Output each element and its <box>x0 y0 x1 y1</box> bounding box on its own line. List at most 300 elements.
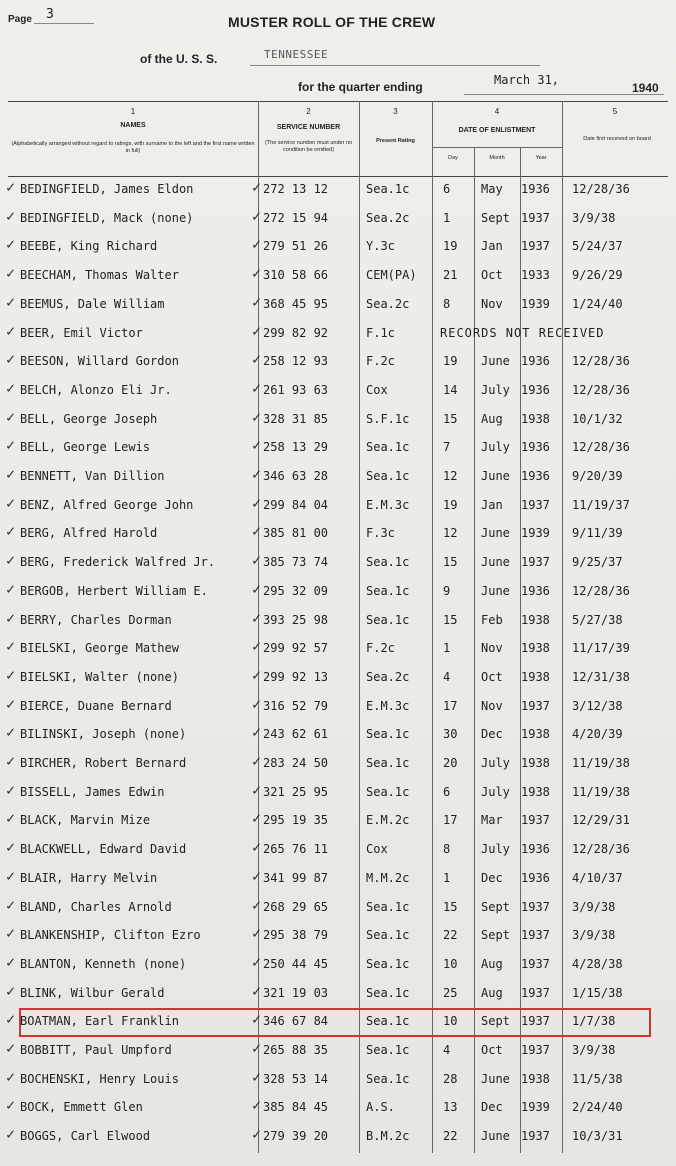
enlist-day: 28 <box>443 1071 458 1086</box>
table-row <box>0 377 676 406</box>
enlist-year: 1937 <box>521 1129 550 1144</box>
crew-name: BOATMAN, Earl Franklin <box>20 1014 179 1029</box>
enlist-year: 1938 <box>521 411 550 426</box>
enlist-year: 1937 <box>521 239 550 254</box>
enlist-month: Feb <box>481 612 503 627</box>
check-mark-icon: ✓ <box>6 924 16 943</box>
enlist-year: 1937 <box>521 1043 550 1057</box>
check-mark-icon: ✓ <box>6 838 16 857</box>
enlist-day: 9 <box>443 583 451 598</box>
enlist-month: June <box>481 1071 510 1086</box>
table-row <box>0 980 676 1009</box>
records-note: RECORDS NOT RECEIVED <box>440 325 605 340</box>
enlist-month: July <box>481 440 510 455</box>
enlist-day: 12 <box>443 526 458 541</box>
date-received: 12/31/38 <box>572 669 630 684</box>
crew-name: BOBBITT, Paul Umpford <box>20 1043 172 1057</box>
enlist-month: Mar <box>481 813 503 828</box>
present-rating: Sea.1c <box>366 956 410 971</box>
service-number: 346 67 84 <box>263 1014 329 1029</box>
table-row <box>0 750 676 779</box>
enlist-day: 4 <box>443 669 451 684</box>
service-number: 346 63 28 <box>263 469 329 483</box>
check-mark-icon: ✓ <box>6 981 16 1000</box>
present-rating: E.M.3c <box>366 698 410 713</box>
enlist-day: 1 <box>443 210 451 225</box>
table-row <box>0 635 676 664</box>
crew-name: BERG, Alfred Harold <box>20 526 158 541</box>
enlist-year: 1937 <box>521 928 550 943</box>
check-mark-icon: ✓ <box>252 493 262 512</box>
check-mark-icon: ✓ <box>252 694 262 713</box>
enlist-year: 1937 <box>521 497 550 512</box>
service-number: 328 53 14 <box>263 1071 329 1086</box>
present-rating: Sea.2c <box>366 296 410 311</box>
present-rating: Y.3c <box>366 239 395 254</box>
quarter-date: March 31, <box>494 73 560 87</box>
crew-name: BENZ, Alfred George John <box>20 497 194 512</box>
crew-name: BLACK, Marvin Mize <box>20 813 151 828</box>
enlist-year: 1939 <box>521 1100 550 1115</box>
enlist-day: 17 <box>443 698 458 713</box>
date-received: 12/29/31 <box>572 813 630 828</box>
of-uss-label: of the U. S. S. <box>140 52 218 66</box>
service-number: 299 92 13 <box>263 669 329 684</box>
check-mark-icon: ✓ <box>252 321 262 340</box>
enlist-year: 1936 <box>521 182 550 196</box>
service-number: 250 44 45 <box>263 956 329 971</box>
present-rating: Sea.1c <box>366 182 410 196</box>
present-rating: Sea.1c <box>366 756 410 770</box>
date-received: 4/10/37 <box>572 870 623 885</box>
check-mark-icon: ✓ <box>6 292 16 311</box>
col1-number: 1 <box>130 107 136 116</box>
enlist-month: Jan <box>481 497 503 512</box>
check-mark-icon: ✓ <box>252 264 262 283</box>
check-mark-icon: ✓ <box>6 264 16 283</box>
check-mark-icon: ✓ <box>252 407 262 426</box>
crew-name: BEDINGFIELD, James Eldon <box>20 182 194 196</box>
table-row <box>0 291 676 320</box>
enlist-day: 1 <box>443 641 451 656</box>
table-row <box>0 807 676 836</box>
present-rating: Sea.1c <box>366 899 410 914</box>
enlist-year: 1938 <box>521 727 550 742</box>
service-number: 385 73 74 <box>263 555 329 570</box>
service-number: 272 13 12 <box>263 182 329 196</box>
service-number: 299 84 04 <box>263 497 329 512</box>
crew-name: BELL, George Joseph <box>20 411 158 426</box>
enlist-year: 1938 <box>521 784 550 799</box>
crew-name: BLAND, Charles Arnold <box>20 899 172 914</box>
quarter-underline <box>464 94 664 95</box>
check-mark-icon: ✓ <box>252 235 262 254</box>
present-rating: Sea.1c <box>366 440 410 455</box>
table-row <box>0 262 676 291</box>
present-rating: F.2c <box>366 354 395 369</box>
crew-name: BENNETT, Van Dillion <box>20 469 165 483</box>
service-number: 341 99 87 <box>263 870 329 885</box>
check-mark-icon: ✓ <box>252 378 262 397</box>
crew-name: BOGGS, Carl Elwood <box>20 1129 151 1144</box>
check-mark-icon: ✓ <box>252 752 262 770</box>
check-mark-icon: ✓ <box>6 637 16 656</box>
enlist-day: 1 <box>443 870 451 885</box>
crew-name: BOCHENSKI, Henry Louis <box>20 1071 179 1086</box>
check-mark-icon: ✓ <box>252 350 262 369</box>
enlist-day: 19 <box>443 354 458 369</box>
document-title: MUSTER ROLL OF THE CREW <box>228 14 436 30</box>
check-mark-icon: ✓ <box>252 465 262 483</box>
col-service-note: (The service number must under no condition be omitted) <box>264 140 353 153</box>
service-number: 310 58 66 <box>263 268 329 283</box>
enlist-month: Sept <box>481 210 510 225</box>
date-received: 12/28/36 <box>572 583 630 598</box>
crew-name: BIERCE, Duane Bernard <box>20 698 172 713</box>
enlist-day: 10 <box>443 956 458 971</box>
date-received: 3/9/38 <box>572 1043 616 1057</box>
check-mark-icon: ✓ <box>6 895 16 914</box>
table-row <box>0 549 676 578</box>
present-rating: Sea.2c <box>366 669 410 684</box>
crew-name: BOCK, Emmett Glen <box>20 1100 143 1115</box>
present-rating: M.M.2c <box>366 870 410 885</box>
table-row <box>0 836 676 865</box>
service-number: 272 15 94 <box>263 210 329 225</box>
enlist-month: Dec <box>481 727 503 742</box>
enlist-year: 1937 <box>521 210 550 225</box>
date-received: 9/26/29 <box>572 268 623 283</box>
enlist-year: 1939 <box>521 526 550 541</box>
enlist-month: June <box>481 555 510 570</box>
check-mark-icon: ✓ <box>252 436 262 455</box>
enlist-month: Aug <box>481 985 503 1000</box>
table-row <box>0 693 676 722</box>
enlist-month: Oct <box>481 1043 503 1057</box>
enlist-year: 1937 <box>521 555 550 570</box>
check-mark-icon: ✓ <box>252 866 262 885</box>
enlist-day: 25 <box>443 985 458 1000</box>
check-mark-icon: ✓ <box>252 292 262 311</box>
enlist-month: Jan <box>481 239 503 254</box>
enlist-day: 6 <box>443 784 451 799</box>
crew-name: BIELSKI, Walter (none) <box>20 669 179 684</box>
check-mark-icon: ✓ <box>252 895 262 914</box>
col-rating-header: Present Rating <box>376 138 415 144</box>
crew-name: BERRY, Charles Dorman <box>20 612 172 627</box>
date-received: 4/28/38 <box>572 956 623 971</box>
date-received: 1/24/40 <box>572 296 623 311</box>
crew-name: BEDINGFIELD, Mack (none) <box>20 210 194 225</box>
table-row <box>0 1037 676 1066</box>
crew-name: BIELSKI, George Mathew <box>20 641 179 656</box>
date-received: 10/3/31 <box>572 1129 623 1144</box>
check-mark-icon: ✓ <box>252 1125 262 1144</box>
ship-name: TENNESSEE <box>264 48 329 61</box>
page-label: Page <box>8 14 32 25</box>
check-mark-icon: ✓ <box>252 981 262 1000</box>
date-received: 12/28/36 <box>572 440 630 455</box>
enlist-month: May <box>481 182 503 196</box>
service-number: 316 52 79 <box>263 698 329 713</box>
enlist-month: July <box>481 756 510 770</box>
enlist-month: Aug <box>481 956 503 971</box>
highlight-box <box>19 1008 651 1037</box>
enlist-year: 1938 <box>521 756 550 770</box>
date-received: 1/7/38 <box>572 1014 616 1029</box>
enlist-year: 1936 <box>521 870 550 885</box>
check-mark-icon: ✓ <box>6 206 16 225</box>
enlist-month: Sept <box>481 1014 510 1029</box>
service-number: 321 19 03 <box>263 985 329 1000</box>
date-received: 3/12/38 <box>572 698 623 713</box>
enlist-year: 1937 <box>521 1014 550 1029</box>
service-number: 299 82 92 <box>263 325 329 340</box>
present-rating: Sea.1c <box>366 784 410 799</box>
col-names-note: (Alphabetically arranged without regard to ratings, with surname to the left and the first name written in full) <box>11 141 255 154</box>
check-mark-icon: ✓ <box>6 321 16 340</box>
check-mark-icon: ✓ <box>6 350 16 369</box>
enlist-month: June <box>481 1129 510 1144</box>
check-mark-icon: ✓ <box>6 752 16 770</box>
crew-name: BEEMUS, Dale William <box>20 296 165 311</box>
table-row <box>0 664 676 693</box>
check-mark-icon: ✓ <box>252 1096 262 1115</box>
check-mark-icon: ✓ <box>6 493 16 512</box>
table-row <box>0 434 676 463</box>
col4-number: 4 <box>494 107 500 116</box>
check-mark-icon: ✓ <box>6 579 16 598</box>
check-mark-icon: ✓ <box>6 809 16 828</box>
present-rating: Sea.1c <box>366 985 410 1000</box>
enlist-month: Sept <box>481 928 510 943</box>
service-number: 385 81 00 <box>263 526 329 541</box>
service-number: 295 32 09 <box>263 583 329 598</box>
enlist-day: 15 <box>443 411 458 426</box>
date-received: 12/28/36 <box>572 354 630 369</box>
page-underline <box>34 23 94 24</box>
service-number: 368 45 95 <box>263 296 329 311</box>
present-rating: B.M.2c <box>366 1129 410 1144</box>
enlist-month: Dec <box>481 1100 503 1115</box>
crew-name: BERG, Frederick Walfred Jr. <box>20 555 216 570</box>
date-received: 12/28/36 <box>572 382 630 397</box>
table-row <box>0 721 676 750</box>
service-number: 393 25 98 <box>263 612 329 627</box>
check-mark-icon: ✓ <box>6 608 16 627</box>
enlist-day: 12 <box>443 469 458 483</box>
date-received: 5/24/37 <box>572 239 623 254</box>
service-number: 261 93 63 <box>263 382 329 397</box>
check-mark-icon: ✓ <box>6 407 16 426</box>
crew-name: BEEBE, King Richard <box>20 239 158 254</box>
check-mark-icon: ✓ <box>252 780 262 799</box>
col-received-header: Date first received on board <box>583 136 651 142</box>
table-row <box>0 406 676 435</box>
present-rating: A.S. <box>366 1100 395 1115</box>
crew-name: BLANTON, Kenneth (none) <box>20 956 187 971</box>
check-mark-icon: ✓ <box>6 522 16 541</box>
enlist-month: Dec <box>481 870 503 885</box>
col3-number: 3 <box>393 107 398 116</box>
crew-name: BIRCHER, Robert Bernard <box>20 756 187 770</box>
table-row <box>0 320 676 349</box>
enlist-day: 17 <box>443 813 458 828</box>
enlist-day: 8 <box>443 842 451 857</box>
enlist-year: 1933 <box>521 268 550 283</box>
enlist-day: 15 <box>443 612 458 627</box>
enlist-day: 19 <box>443 497 458 512</box>
table-row <box>0 520 676 549</box>
service-number: 295 38 79 <box>263 928 329 943</box>
service-number: 385 84 45 <box>263 1100 329 1115</box>
service-number: 265 76 11 <box>263 842 329 857</box>
present-rating: F.2c <box>366 641 395 656</box>
table-top-rule <box>8 101 668 102</box>
crew-name: BLACKWELL, Edward David <box>20 842 187 857</box>
check-mark-icon: ✓ <box>6 235 16 254</box>
check-mark-icon: ✓ <box>252 1010 262 1029</box>
present-rating: F.3c <box>366 526 395 541</box>
present-rating: Cox <box>366 842 388 857</box>
date-received: 11/5/38 <box>572 1071 623 1086</box>
check-mark-icon: ✓ <box>6 866 16 885</box>
enlist-month: Nov <box>481 641 503 656</box>
check-mark-icon: ✓ <box>252 1067 262 1086</box>
date-received: 3/9/38 <box>572 210 616 225</box>
table-row <box>0 894 676 923</box>
table-row <box>0 951 676 980</box>
crew-name: BLANKENSHIP, Clifton Ezro <box>20 928 201 943</box>
present-rating: Sea.1c <box>366 727 410 742</box>
check-mark-icon: ✓ <box>252 206 262 225</box>
table-row <box>0 1094 676 1123</box>
check-mark-icon: ✓ <box>6 780 16 799</box>
present-rating: Sea.2c <box>366 210 410 225</box>
table-row <box>0 779 676 808</box>
enlist-month: July <box>481 842 510 857</box>
date-received: 11/19/38 <box>572 756 630 770</box>
enlist-day: 15 <box>443 555 458 570</box>
table-row <box>0 1123 676 1152</box>
col2-number: 2 <box>306 107 311 116</box>
present-rating: S.F.1c <box>366 411 410 426</box>
service-number: 279 51 26 <box>263 239 329 254</box>
present-rating: Sea.1c <box>366 1071 410 1086</box>
table-row <box>0 233 676 262</box>
enlist-month: Nov <box>481 698 503 713</box>
col5-number: 5 <box>612 107 618 116</box>
col-year-header: Year <box>535 155 547 161</box>
service-number: 295 19 35 <box>263 813 329 828</box>
check-mark-icon: ✓ <box>6 665 16 684</box>
check-mark-icon: ✓ <box>252 809 262 828</box>
enlist-month: June <box>481 583 510 598</box>
date-received: 10/1/32 <box>572 411 623 426</box>
enlist-month: June <box>481 354 510 369</box>
check-mark-icon: ✓ <box>252 637 262 656</box>
crew-name: BLAIR, Harry Melvin <box>20 870 158 885</box>
enlist-month: June <box>481 526 510 541</box>
ship-underline <box>250 65 540 66</box>
enlist-day: 4 <box>443 1043 451 1057</box>
enlist-year: 1937 <box>521 899 550 914</box>
page-number: 3 <box>46 7 54 22</box>
table-row <box>0 607 676 636</box>
crew-name: BILINSKI, Joseph (none) <box>20 727 187 742</box>
enlist-day: 30 <box>443 727 458 742</box>
check-mark-icon: ✓ <box>252 665 262 684</box>
enlist-day: 8 <box>443 296 451 311</box>
table-row <box>0 578 676 607</box>
present-rating: Sea.1c <box>366 928 410 943</box>
enlist-day: 10 <box>443 1014 458 1029</box>
table-row <box>0 205 676 234</box>
check-mark-icon: ✓ <box>6 436 16 455</box>
present-rating: Sea.1c <box>366 469 410 483</box>
present-rating: Sea.1c <box>366 555 410 570</box>
enlist-day: 22 <box>443 928 458 943</box>
check-mark-icon: ✓ <box>252 1039 262 1057</box>
enlist-day: 7 <box>443 440 451 455</box>
service-number: 321 25 95 <box>263 784 329 799</box>
date-received: 11/19/37 <box>572 497 630 512</box>
check-mark-icon: ✓ <box>252 952 262 971</box>
table-row <box>0 492 676 521</box>
service-number: 328 31 85 <box>263 411 329 426</box>
present-rating: Sea.1c <box>366 1043 410 1057</box>
enlist-year: 1936 <box>521 583 550 598</box>
present-rating: Sea.1c <box>366 583 410 598</box>
enlist-day: 20 <box>443 756 458 770</box>
date-received: 2/24/40 <box>572 1100 623 1115</box>
present-rating: F.1c <box>366 325 395 340</box>
crew-name: BEECHAM, Thomas Walter <box>20 268 179 283</box>
enlistment-subrule <box>432 147 562 148</box>
enlist-year: 1937 <box>521 698 550 713</box>
enlist-year: 1936 <box>521 354 550 369</box>
date-received: 11/19/38 <box>572 784 630 799</box>
present-rating: Cox <box>366 382 388 397</box>
present-rating: Sea.1c <box>366 1014 410 1029</box>
date-received: 12/28/36 <box>572 842 630 857</box>
enlist-year: 1939 <box>521 296 550 311</box>
crew-name: BISSELL, James Edwin <box>20 784 165 799</box>
check-mark-icon: ✓ <box>6 952 16 971</box>
crew-name: BLINK, Wilbur Gerald <box>20 985 165 1000</box>
check-mark-icon: ✓ <box>252 579 262 598</box>
service-number: 258 12 93 <box>263 354 329 369</box>
check-mark-icon: ✓ <box>252 723 262 742</box>
check-mark-icon: ✓ <box>252 551 262 570</box>
enlist-day: 15 <box>443 899 458 914</box>
crew-name: BEESON, Willard Gordon <box>20 354 179 369</box>
enlist-day: 22 <box>443 1129 458 1144</box>
quarter-label: for the quarter ending <box>298 80 423 94</box>
enlist-month: Nov <box>481 296 503 311</box>
date-received: 11/17/39 <box>572 641 630 656</box>
check-mark-icon: ✓ <box>6 465 16 483</box>
date-received: 12/28/36 <box>572 182 630 196</box>
enlist-day: 19 <box>443 239 458 254</box>
table-row <box>0 348 676 377</box>
col-names-header: NAMES <box>120 122 146 129</box>
enlist-month: July <box>481 784 510 799</box>
table-row <box>0 463 676 492</box>
col-month-header: Month <box>489 155 505 161</box>
table-row <box>0 1066 676 1095</box>
enlist-year: 1936 <box>521 842 550 857</box>
